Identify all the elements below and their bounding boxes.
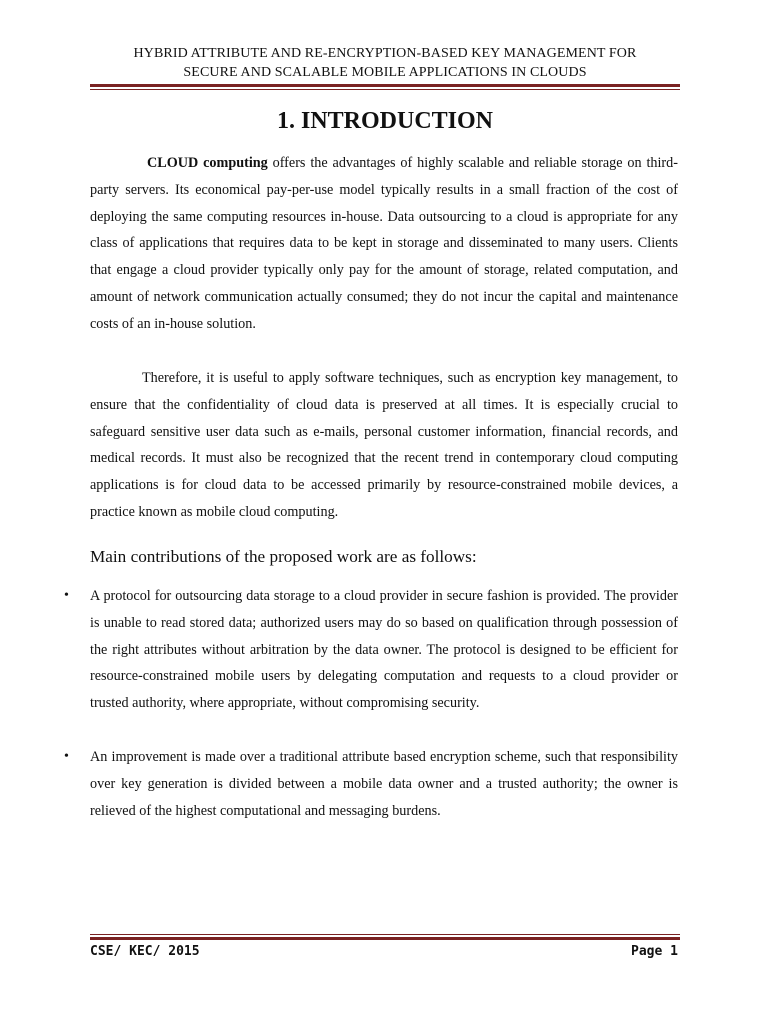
contribution-item: A protocol for outsourcing data storage to a cloud provider in secure fashion is provided. The provider is unable to read stored data; authorized users may do so based on qualification through possession of the right attributes without arbitration by the data owner. The protocol is designed to be efficient for resource-constrained mobile users by delegating computation and requests to a cloud provider or trusted authority, where appropriate, without compromising security. <box>90 588 678 712</box>
header-line-1: HYBRID ATTRIBUTE AND RE-ENCRYPTION-BASED KEY MANAGEMENT FOR <box>133 46 637 61</box>
contributions-heading: Main contributions of the proposed work are as follows: <box>90 547 477 566</box>
contribution-item: An improvement is made over a traditional attribute based encryption scheme, such that responsibility over key generation is divided between a mobile data owner and a trusted authority; the owner is relieved of the highest computational and messaging burdens. <box>90 749 678 819</box>
running-header <box>90 44 680 82</box>
header-line-2: SECURE AND SCALABLE MOBILE APPLICATIONS IN CLOUDS <box>183 65 587 80</box>
intro-paragraph-text: offers the advantages of highly scalable and reliable storage on third-party servers. Its economical pay-per-use model typically results in a small fraction of the cost of deploying the same computing resources in-house. Data outsourcing to a cloud is appropriate for any class of applications that requires data to be kept in storage and disseminated to many users. Clients that engage a cloud provider typically only pay for the amount of storage, related computation, and amount of network communication actually consumed; they do not incur the capital and maintenance costs of an in-house solution. <box>90 155 678 332</box>
footer-identifier: CSE/ KEC/ 2015 <box>90 944 200 959</box>
header-rule-thick <box>90 84 680 87</box>
intro-lead-term: CLOUD computing <box>147 155 268 171</box>
page-number: Page 1 <box>631 944 678 959</box>
header-rule-thin <box>90 89 680 90</box>
footer-rule-thick <box>90 937 680 940</box>
bullet-marker: • <box>64 749 69 764</box>
motivation-paragraph: Therefore, it is useful to apply software techniques, such as encryption key management, to ensure that the confidentiality of cloud data is preserved at all times. It is especially crucial to safeguard sensitive user data such as e-mails, personal customer information, financial records, and medical records. It must also be recognized that the recent trend in contemporary cloud computing applications is for cloud data to be accessed primarily by resource-constrained mobile devices, a practice known as mobile cloud computing. <box>90 370 678 520</box>
footer-rule-thin <box>90 934 680 935</box>
bullet-marker: • <box>64 588 69 603</box>
intro-paragraph <box>90 150 678 338</box>
section-title: 1. INTRODUCTION <box>276 108 494 134</box>
